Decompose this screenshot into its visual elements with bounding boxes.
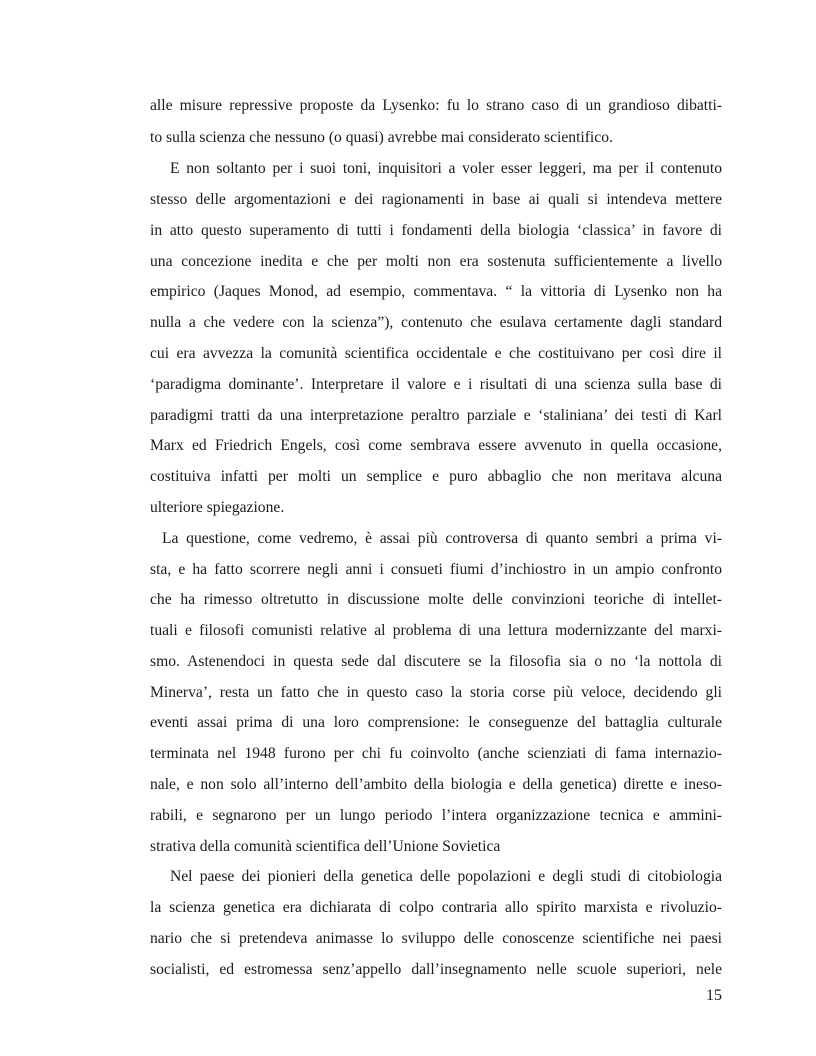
text-line: alle misure repressive proposte da Lysenko: fu lo strano caso di un grandioso dibatti- bbox=[150, 97, 722, 114]
text-line: empirico (Jaques Monod, ad esempio, commentava. “ la vittoria di Lysenko non ha bbox=[150, 283, 722, 300]
text-line: to sulla scienza che nessuno (o quasi) avrebbe mai considerato scientifico. bbox=[150, 129, 613, 146]
text-line: cui era avvezza la comunità scientifica occidentale e che costituivano per così dire il bbox=[150, 345, 722, 362]
text-line: La questione, come vedremo, è assai più controversa di quanto sembri a prima vi- bbox=[162, 530, 722, 547]
text-line: in atto questo superamento di tutti i fondamenti della biologia ‘classica’ in favore di bbox=[150, 222, 722, 239]
text-line: ‘paradigma dominante’. Interpretare il valore e i risultati di una scienza sulla base di bbox=[150, 376, 722, 393]
text-line: strativa della comunità scientifica dell’Unione Sovietica bbox=[150, 838, 501, 855]
text-line: nulla a che vedere con la scienza”), contenuto che esulava certamente dagli standard bbox=[150, 314, 722, 331]
text-line: costituiva infatti per molti un semplice e puro abbaglio che non meritava alcuna bbox=[150, 468, 722, 485]
page-number: 15 bbox=[706, 987, 722, 1004]
text-line: che ha rimesso oltretutto in discussione molte delle convinzioni teoriche di intellet- bbox=[150, 591, 722, 608]
text-line: rabili, e segnarono per un lungo periodo l’intera organizzazione tecnica e ammini- bbox=[150, 807, 722, 824]
text-line: tuali e filosofi comunisti relative al problema di una lettura modernizzante del marxi- bbox=[150, 622, 722, 639]
text-line: Minerva’, resta un fatto che in questo caso la storia corse più veloce, decidendo gli bbox=[150, 684, 722, 701]
text-line: paradigmi tratti da una interpretazione peraltro parziale e ‘staliniana’ dei testi di Karl bbox=[150, 407, 722, 424]
text-line: la scienza genetica era dichiarata di colpo contraria allo spirito marxista e rivoluzio- bbox=[150, 899, 722, 916]
text-line: E non soltanto per i suoi toni, inquisitori a voler esser leggeri, ma per il contenuto bbox=[170, 160, 722, 177]
text-line: nale, e non solo all’interno dell’ambito della biologia e della genetica) dirette e ineso- bbox=[150, 776, 722, 793]
text-line: ulteriore spiegazione. bbox=[150, 499, 285, 516]
text-line: smo. Astenendoci in questa sede dal discutere se la filosofia sia o no ‘la nottola di bbox=[150, 653, 722, 670]
text-line: sta, e ha fatto scorrere negli anni i consueti fiumi d’inchiostro in un ampio confronto bbox=[150, 561, 722, 578]
text-line: socialisti, ed estromessa senz’appello dall’insegnamento nelle scuole superiori, nele bbox=[150, 961, 722, 978]
text-line: terminata nel 1948 furono per chi fu coinvolto (anche scienziati di fama internazio- bbox=[150, 745, 722, 762]
text-line: Nel paese dei pionieri della genetica delle popolazioni e degli studi di citobiologia bbox=[170, 868, 722, 885]
text-line: Marx ed Friedrich Engels, così come sembrava essere avvenuto in quella occasione, bbox=[150, 437, 722, 454]
text-line: una concezione inedita e che per molti non era sostenuta sufficientemente a livello bbox=[150, 253, 722, 270]
text-line: eventi assai prima di una loro comprensione: le conseguenze del battaglia culturale bbox=[150, 714, 722, 731]
text-line: stesso delle argomentazioni e dei ragionamenti in base ai quali si intendeva mettere bbox=[150, 191, 722, 208]
text-line: nario che si pretendeva animasse lo sviluppo delle conoscenze scientifiche nei paesi bbox=[150, 930, 722, 947]
